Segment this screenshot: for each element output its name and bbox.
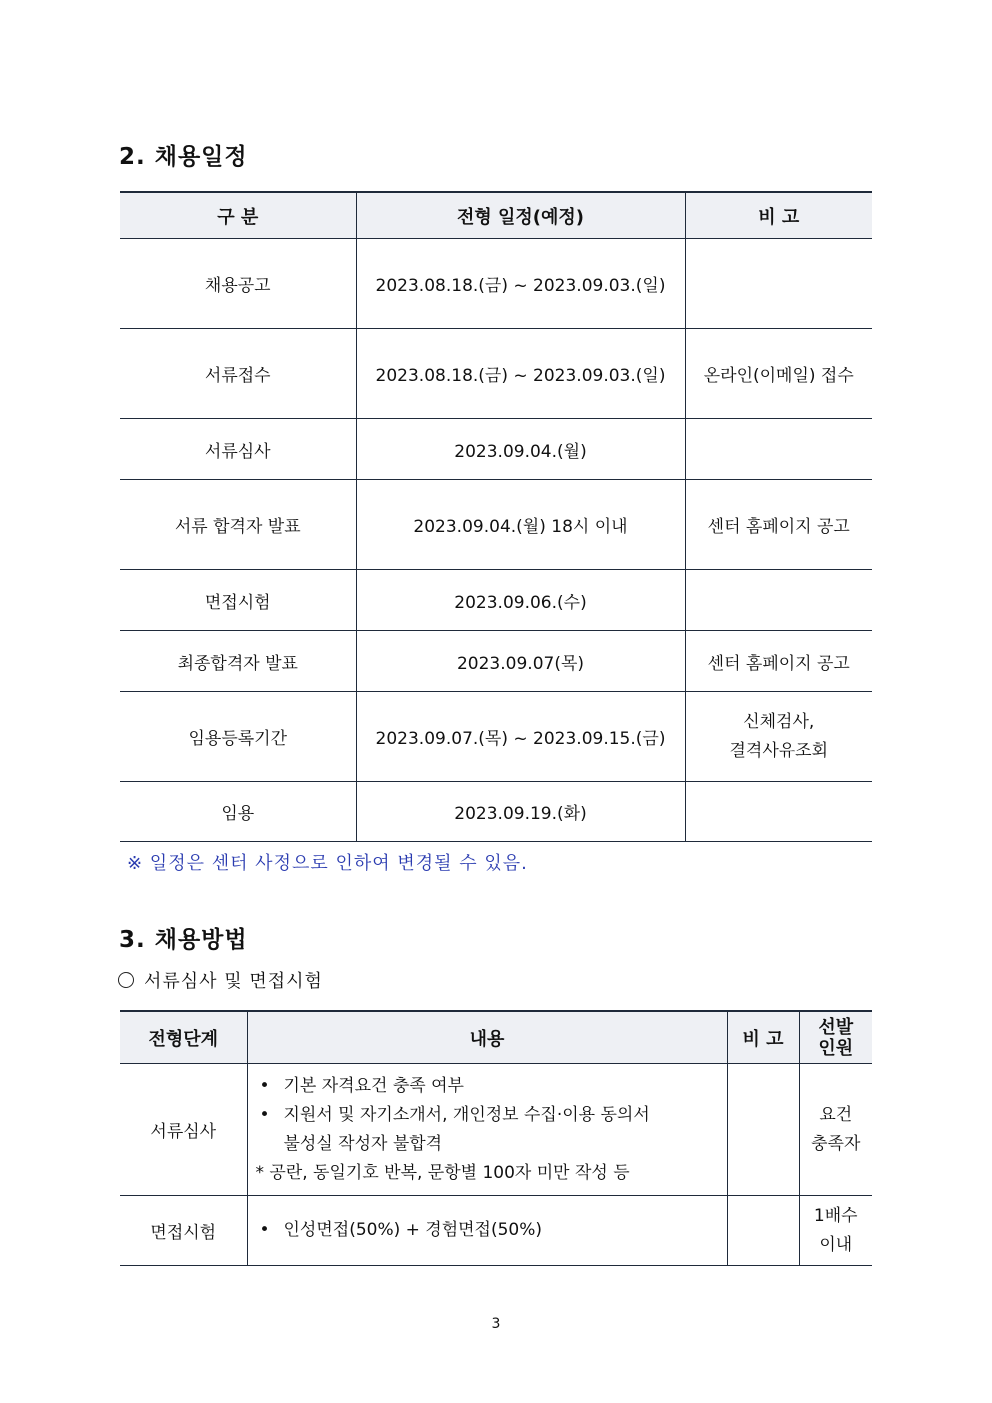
row-category: 임용 [120,782,356,842]
table-row [120,239,872,329]
row-category: 면접시험 [120,570,356,631]
row-schedule: 2023.09.07(목) [356,631,685,692]
row-remark [685,782,872,842]
header-content: 내용 [247,1011,727,1064]
bullet-item [256,1101,717,1130]
row-stage: 면접시험 [120,1196,247,1266]
bullet-item [256,1216,717,1245]
header-selection-line: 선발 [818,1016,854,1038]
circle-bullet-icon [118,972,134,988]
header-selection-line: 인원 [818,1037,854,1059]
row-schedule: 2023.09.06.(수) [356,570,685,631]
method-header-row [120,1011,872,1064]
row-content [247,1196,727,1266]
bullet-item [256,1072,717,1101]
selection-line: 1배수 [813,1205,858,1226]
row-remark: 센터 홈페이지 공고 [685,631,872,692]
header-remark: 비 고 [685,192,872,239]
schedule-note: ※ 일정은 센터 사정으로 인하여 변경될 수 있음. [127,853,528,874]
row-schedule: 2023.09.19.(화) [356,782,685,842]
bullet-dot-icon: • [259,1220,270,1240]
bullet-text: 인성면접(50%) + 경험면접(50%) [283,1220,543,1240]
selection-line: 충족자 [811,1133,861,1154]
row-remark [685,239,872,329]
table-row [120,692,872,782]
table-row [120,480,872,570]
row-schedule: 2023.08.18.(금) ~ 2023.09.03.(일) [356,329,685,419]
page-number: 3 [491,1316,501,1332]
row-remark [727,1196,799,1266]
table-row [120,329,872,419]
section-title-schedule: 2. 채용일정 [119,144,248,170]
bullet-dot-icon: • [259,1104,270,1125]
row-remark [727,1064,799,1196]
method-table [120,1010,872,1266]
row-selection [799,1196,872,1266]
row-remark [685,692,872,782]
selection-line: 이내 [819,1234,853,1255]
header-remark: 비 고 [727,1011,799,1064]
row-category: 서류 합격자 발표 [120,480,356,570]
row-schedule: 2023.09.04.(월) 18시 이내 [356,480,685,570]
bullet-continuation: 불성실 작성자 불합격 [283,1133,443,1154]
table-row [120,782,872,842]
row-remark [685,570,872,631]
row-category: 임용등록기간 [120,692,356,782]
row-stage: 서류심사 [120,1064,247,1196]
bullet-text: 기본 자격요건 충족 여부 [283,1075,464,1096]
header-schedule: 전형 일정(예정) [356,192,685,239]
table-row [120,1196,872,1266]
row-remark: 온라인(이메일) 접수 [685,329,872,419]
row-remark: 센터 홈페이지 공고 [685,480,872,570]
schedule-header-row [120,192,872,239]
table-row [120,1064,872,1196]
header-category: 구 분 [120,192,356,239]
row-selection [799,1064,872,1196]
row-remark [685,419,872,480]
schedule-table [120,191,872,842]
table-row [120,570,872,631]
row-category: 최종합격자 발표 [120,631,356,692]
selection-line: 요건 [819,1104,853,1125]
row-schedule: 2023.09.04.(월) [356,419,685,480]
row-category: 채용공고 [120,239,356,329]
table-row [120,631,872,692]
section-title-method: 3. 채용방법 [119,927,248,953]
bullet-text: 지원서 및 자기소개서, 개인정보 수집·이용 동의서 [283,1104,650,1125]
header-stage: 전형단계 [120,1011,247,1064]
remark-line: 결격사유조회 [729,740,829,761]
footnote: * 공란, 동일기호 반복, 문항별 100자 미만 작성 등 [255,1162,630,1183]
row-content [247,1064,727,1196]
row-schedule: 2023.08.18.(금) ~ 2023.09.03.(일) [356,239,685,329]
bullet-dot-icon: • [259,1075,270,1096]
header-selection [799,1011,872,1064]
row-category: 서류심사 [120,419,356,480]
table-row [120,419,872,480]
subsection-title [118,967,323,993]
subsection-label: 서류심사 및 면접시험 [144,971,323,992]
remark-line: 신체검사, [743,711,815,732]
row-category: 서류접수 [120,329,356,419]
row-schedule: 2023.09.07.(목) ~ 2023.09.15.(금) [356,692,685,782]
